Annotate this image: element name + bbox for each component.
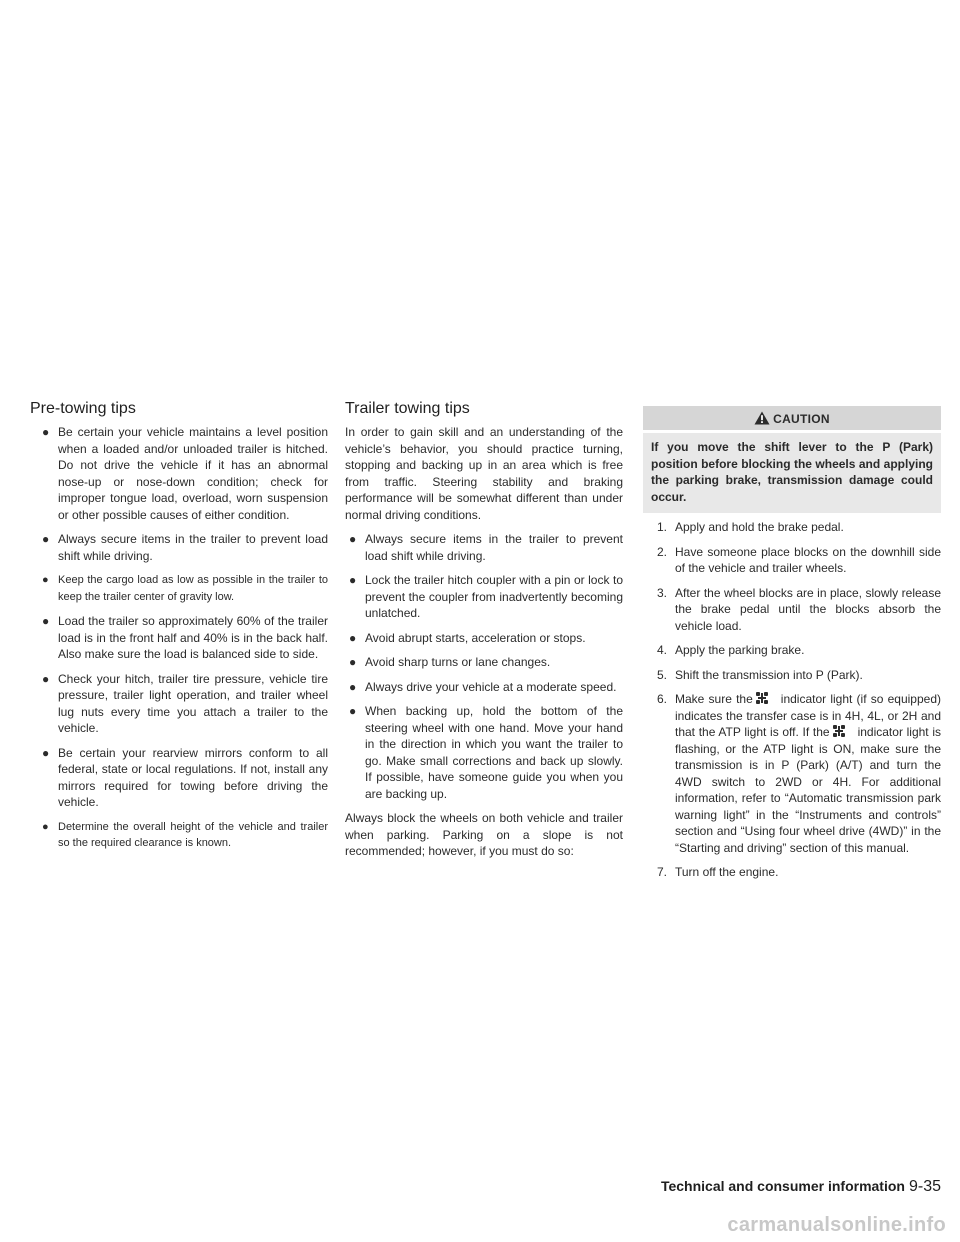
trailer-title: Trailer towing tips <box>345 400 470 417</box>
4wd-indicator-icon <box>832 724 846 738</box>
list-item: 7. Turn off the engine. <box>657 865 779 879</box>
trailer-section <box>345 400 623 860</box>
caution-label: CAUTION <box>773 412 830 426</box>
list-item: 6. Make sure the indicator light (if so equipped) indicates the transfer case is in 4H, 4L, or 2H and that the ATP light is off. If the indicator light is flashing, or the ATP light is ON, make sure the transmission is in P (Park) (A/T) and turn the 4WD switch to 2WD or 4H. For additional information, refer to “Automatic transmission park warning light” in the “Instruments and controls” section and “Using four wheel drive (4WD)” in the “Starting and driving” section of this manual. <box>657 692 941 855</box>
caution-text: If you move the shift lever to the P (Park) position before blocking the wheels and applying the parking brake, transmission damage could occur. <box>643 433 941 513</box>
list-item: ● Always drive your vehicle at a moderate speed. <box>349 679 617 694</box>
list-item: ● Avoid sharp turns or lane changes. <box>349 655 551 669</box>
page-number: 9-35 <box>908 1178 941 1195</box>
footer-section: Technical and consumer information <box>660 1178 905 1194</box>
list-item: ● Always secure items in the trailer to prevent load shift while driving. <box>349 532 623 563</box>
caution-header <box>643 406 941 430</box>
list-item: ● Always secure items in the trailer to prevent load shift while driving. <box>42 532 328 563</box>
watermark: carmanualsonline.info <box>727 1214 946 1236</box>
trailer-outro: Always block the wheels on both vehicle and trailer when parking. Parking on a slope is not recommended; however, if you must do so: <box>345 811 623 858</box>
trailer-intro: In order to gain skill and an understanding of the vehicle’s behavior, you should practice turning, stopping and backing up in an area which is free from traffic. Steering stability and braking performance will be somewhat different than under normal driving conditions. <box>345 425 623 522</box>
pretowing-section <box>30 400 328 860</box>
parking-section <box>643 406 941 889</box>
list-item: 5. Shift the transmission into P (Park). <box>657 667 863 682</box>
list-item: 2. Have someone place blocks on the downhill side of the vehicle and trailer wheels. <box>657 544 941 575</box>
list-item: ● Keep the cargo load as low as possible in the trailer to keep the trailer center of gravity low. <box>42 574 328 603</box>
pretowing-title: Pre-towing tips <box>30 400 136 417</box>
list-item: ● Avoid abrupt starts, acceleration or stops. <box>349 630 586 645</box>
warning-triangle-icon <box>754 411 770 425</box>
list-item: ● Determine the overall height of the vehicle and trailer so the required clearance is known. <box>42 820 328 849</box>
list-item: 1. Apply and hold the brake pedal. <box>657 520 844 534</box>
list-item: ● Be certain your vehicle maintains a level position when a loaded and/or unloaded trailer is hitched. Do not drive the vehicle if it has an abnormal nose-up or nose-down condition; check for improper tongue load, overload, worn suspension or other possible causes of either condition. <box>42 425 328 522</box>
page-footer <box>643 1178 941 1196</box>
list-item: 3. After the wheel blocks are in place, slowly release the brake pedal until the blocks absorb the vehicle load. <box>657 585 941 633</box>
steps-list <box>643 519 941 881</box>
list-item: ● Check your hitch, trailer tire pressure, vehicle tire pressure, trailer light operation, and trailer wheel lug nuts every time you attach a trailer to the vehicle. <box>42 671 328 735</box>
list-item: 4. Apply the parking brake. <box>657 643 805 657</box>
list-item: ● Load the trailer so approximately 60% of the trailer load is in the front half and 40% is in the back half. Also make sure the load is balanced side to side. <box>42 614 328 661</box>
4wd-indicator-icon <box>755 691 769 705</box>
list-item: ● When backing up, hold the bottom of the steering wheel with one hand. Move your hand in the direction in which you want the trailer to go. Make small corrections and back up slowly. If possible, have someone guide you when you are backing up. <box>349 704 623 801</box>
list-item: ● Lock the trailer hitch coupler with a pin or lock to prevent the coupler from inadvertently becoming unlatched. <box>349 573 623 620</box>
list-item: ● Be certain your rearview mirrors conform to all federal, state or local regulations. If not, install any mirrors required for towing before driving the vehicle. <box>42 745 328 809</box>
